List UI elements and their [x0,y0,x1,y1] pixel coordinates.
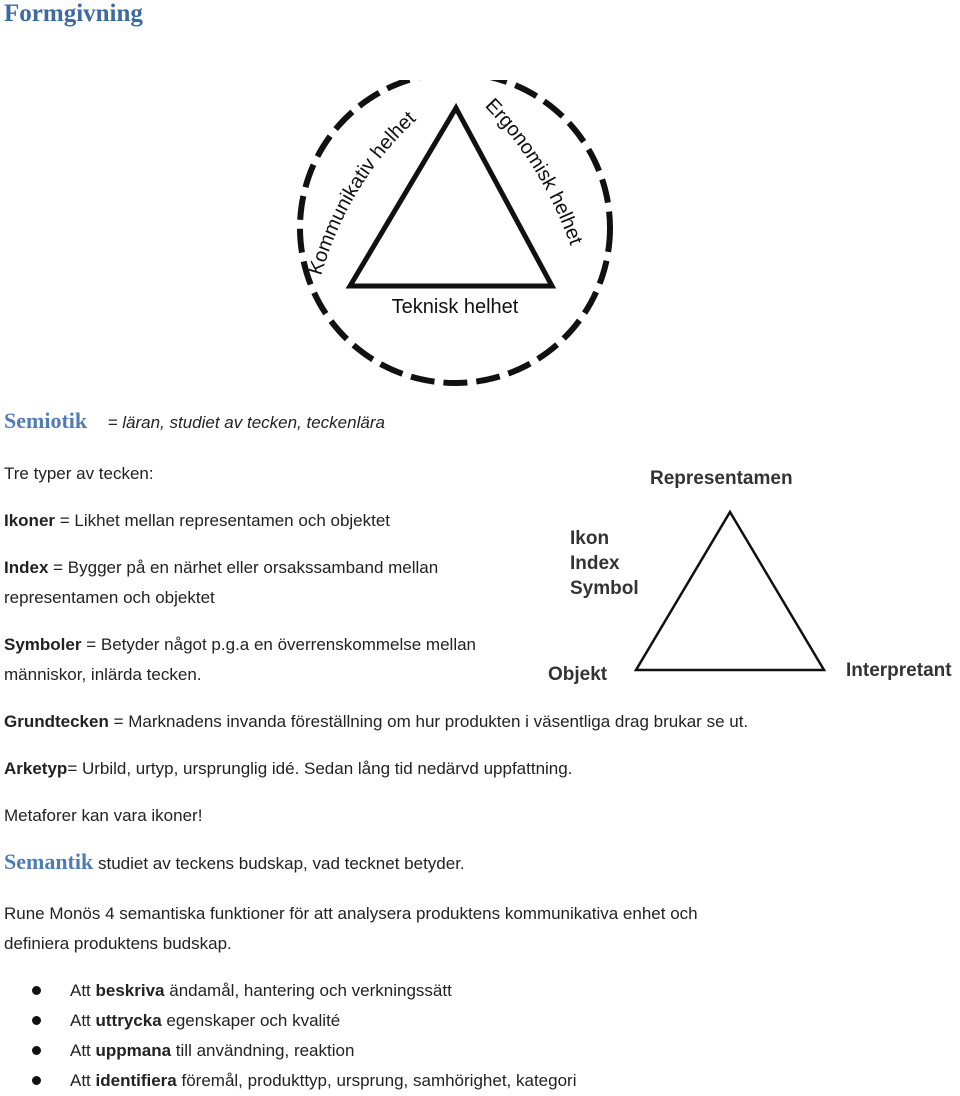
arketyp-text: = Urbild, urtyp, ursprunglig idé. Sedan lång tid nedärvd uppfattning. [67,759,573,778]
list-item: Att uppmana till användning, reaktion [30,1036,576,1066]
diagram-left-label: Kommunikativ helhet [304,107,421,278]
bullet-icon [32,1076,41,1085]
semiotik-definition: = läran, studiet av tecken, teckenlära [107,413,385,432]
semantik-term: Semantik [4,849,94,874]
semantik-line [4,849,465,875]
grundtecken-text: = Marknadens invanda föreställning om hur produkten i väsentliga drag brukar se ut. [108,712,749,731]
objekt-label: Objekt [548,664,608,685]
ikoner-text: = Likhet mellan representamen och objektet [55,511,391,530]
semiotic-triangle-shape [636,512,824,670]
ikon-label: Ikon [570,528,610,549]
helhet-diagram [280,80,640,390]
symboler-line [4,630,476,690]
index-text2: representamen och objektet [4,588,215,607]
semiotik-term: Semiotik [4,408,88,433]
representamen-label: Representamen [650,468,793,489]
index-text: = Bygger på en närhet eller orsakssamband mellan [48,558,439,577]
symboler-term: Symboler [4,635,82,654]
symbol-label: Symbol [570,578,639,599]
ikoner-line [4,506,390,536]
metaforer-text: Metaforer kan vara ikoner! [4,806,203,825]
interpretant-label: Interpretant [846,660,952,681]
semiotic-triangle-diagram [540,460,958,690]
bullet-icon [32,1046,41,1055]
bullet-icon [32,986,41,995]
arketyp-term: Arketyp [4,759,68,778]
symboler-text: = Betyder något p.g.a en överrenskommelse mellan [81,635,477,654]
rune-line2: definiera produktens budskap. [4,934,232,953]
list-item: Att beskriva ändamål, hantering och verkningssätt [30,976,576,1006]
index-line [4,553,438,613]
rune-paragraph [4,899,698,959]
semantik-text: studiet av teckens budskap, vad tecknet betyder. [93,854,465,873]
diagram-right-label: Ergonomisk helhet [480,94,587,248]
ikoner-term: Ikoner [4,511,56,530]
index-label: Index [570,553,620,574]
list-item: Att uttrycka egenskaper och kvalité [30,1006,576,1036]
semiotik-line [4,408,385,434]
grundtecken-line [4,707,748,737]
arketyp-line [4,754,572,784]
bullet-icon [32,1016,41,1025]
rune-line1: Rune Monös 4 semantiska funktioner för att analysera produktens kommunikativa enhet och [4,904,698,923]
diagram-bottom-label: Teknisk helhet [391,296,519,318]
index-term: Index [4,558,49,577]
list-item: Att identifiera föremål, produkttyp, ursprung, samhörighet, kategori [30,1066,576,1096]
symboler-text2: människor, inlärda tecken. [4,665,202,684]
semantic-functions-list [30,976,576,1096]
intro-text: Tre typer av tecken: [4,464,154,483]
grundtecken-term: Grundtecken [4,712,109,731]
page-title: Formgivning [4,0,143,27]
